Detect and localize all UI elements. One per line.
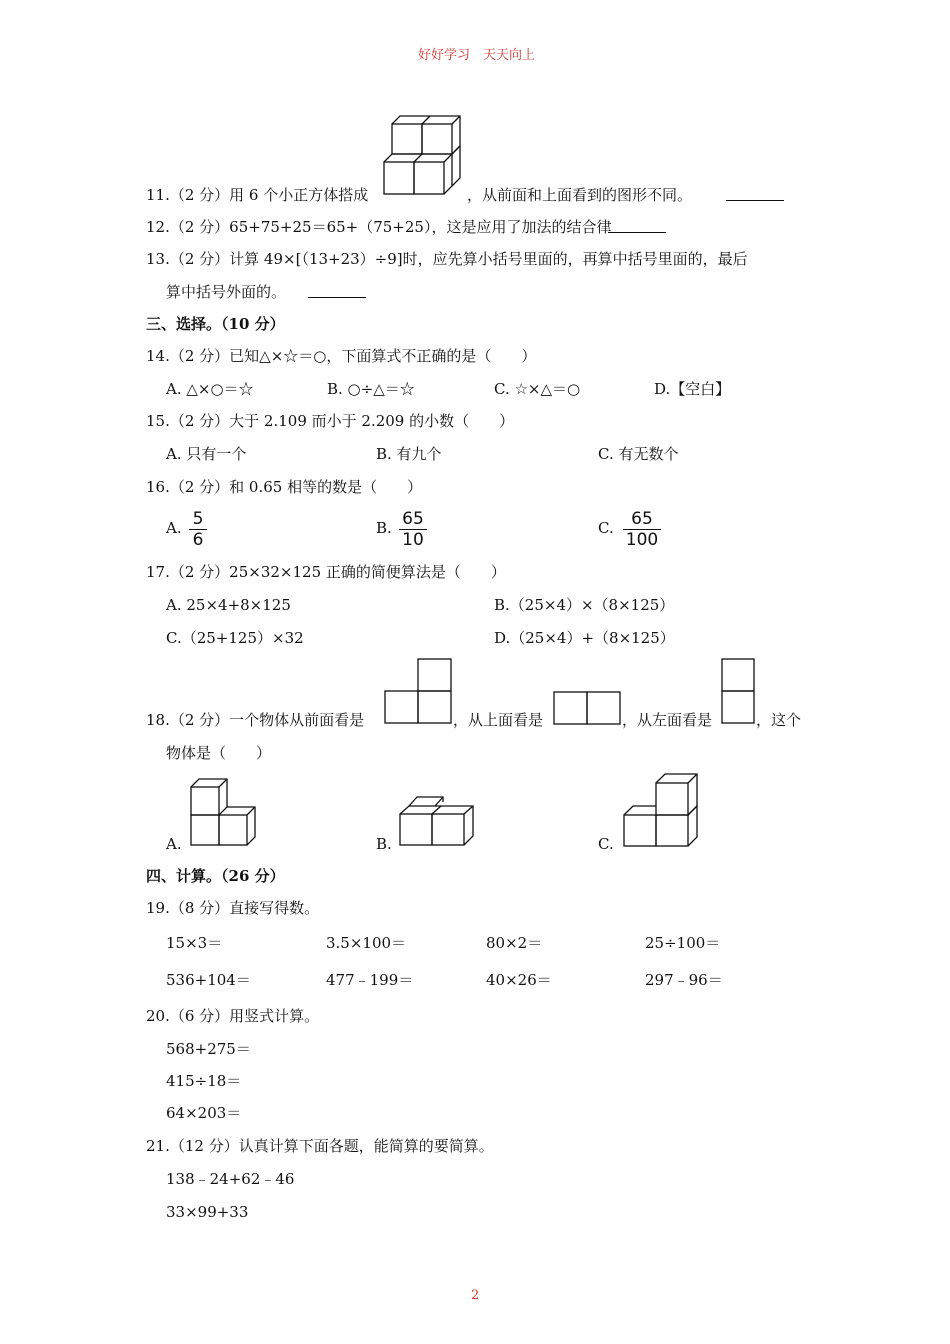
q19-item: 40×26＝ bbox=[486, 971, 552, 989]
q13-text-line2: 算中括号外面的。 bbox=[166, 283, 287, 301]
q16-c-denominator: 100 bbox=[625, 530, 659, 550]
q18-option-b-figure[interactable] bbox=[399, 796, 475, 846]
q17-option-d[interactable]: D.（25×4）+（8×125） bbox=[494, 629, 675, 647]
q18-left-view-figure bbox=[721, 658, 755, 724]
q20-item: 415÷18＝ bbox=[166, 1072, 242, 1090]
q14-option-a[interactable]: A. △×○＝☆ bbox=[166, 380, 254, 398]
q18-top-view-figure bbox=[553, 691, 621, 725]
q17-option-b[interactable]: B.（25×4）×（8×125） bbox=[494, 596, 675, 614]
q19-item: 477﹣199＝ bbox=[326, 971, 414, 989]
q19-item: 3.5×100＝ bbox=[326, 934, 407, 952]
q16-option-a-label[interactable]: A. bbox=[166, 519, 182, 537]
q11-text-prefix: 11.（2 分）用 6 个小正方体搭成 bbox=[146, 186, 369, 204]
q19-item: 536+104＝ bbox=[166, 971, 251, 989]
q18-text-line2: 物体是（ ） bbox=[166, 744, 272, 762]
q18-option-c-label[interactable]: C. bbox=[598, 835, 614, 853]
q21-item: 33×99+33 bbox=[166, 1203, 249, 1221]
page-number: 2 bbox=[471, 1288, 480, 1303]
q18-option-a-figure[interactable] bbox=[190, 778, 258, 848]
q16-c-numerator: 65 bbox=[631, 509, 653, 529]
q14-option-c[interactable]: C. ☆×△＝○ bbox=[494, 380, 581, 398]
q14-option-d[interactable]: D.【空白】 bbox=[654, 380, 731, 398]
q18-option-c-figure[interactable] bbox=[623, 773, 699, 847]
q20-item: 64×203＝ bbox=[166, 1104, 242, 1122]
q16-b-denominator: 10 bbox=[402, 530, 424, 550]
q13-answer-blank[interactable] bbox=[308, 283, 366, 298]
q20-stem: 20.（6 分）用竖式计算。 bbox=[146, 1007, 320, 1025]
q16-option-b-label[interactable]: B. bbox=[376, 519, 392, 537]
q18-option-b-label[interactable]: B. bbox=[376, 835, 392, 853]
q16-option-b-fraction[interactable] bbox=[399, 509, 427, 550]
q19-item: 15×3＝ bbox=[166, 934, 223, 952]
q20-item: 568+275＝ bbox=[166, 1040, 251, 1058]
q18-text-part4: ，这个 bbox=[756, 711, 802, 729]
q18-text-part2: ，从上面看是 bbox=[453, 711, 544, 729]
q14-option-b[interactable]: B. ○÷△＝☆ bbox=[327, 380, 415, 398]
q18-option-a-label[interactable]: A. bbox=[166, 835, 182, 853]
section-3-title: 三、选择。（10 分） bbox=[146, 315, 285, 333]
q17-option-a[interactable]: A. 25×4+8×125 bbox=[166, 596, 291, 614]
section-4-title: 四、计算。（26 分） bbox=[146, 867, 285, 885]
q18-text-part1: 18.（2 分）一个物体从前面看是 bbox=[146, 711, 365, 729]
q19-item: 297﹣96＝ bbox=[645, 971, 723, 989]
q16-option-c-label[interactable]: C. bbox=[598, 519, 614, 537]
q21-item: 138﹣24+62﹣46 bbox=[166, 1170, 295, 1188]
q16-a-denominator: 6 bbox=[192, 530, 204, 550]
q11-answer-blank[interactable] bbox=[726, 186, 784, 201]
q14-stem: 14.（2 分）已知△×☆＝○，下面算式不正确的是（ ） bbox=[146, 347, 537, 365]
q11-cubes-figure bbox=[383, 114, 467, 198]
q15-stem: 15.（2 分）大于 2.109 而小于 2.209 的小数（ ） bbox=[146, 412, 515, 430]
q15-option-a[interactable]: A. 只有一个 bbox=[166, 445, 247, 463]
q18-front-view-figure bbox=[384, 658, 452, 724]
q15-option-b[interactable]: B. 有九个 bbox=[376, 445, 442, 463]
q12-answer-blank[interactable] bbox=[608, 218, 666, 233]
q21-stem: 21.（12 分）认真计算下面各题，能简算的要简算。 bbox=[146, 1137, 494, 1155]
q16-stem: 16.（2 分）和 0.65 相等的数是（ ） bbox=[146, 478, 423, 496]
q16-option-a-fraction[interactable] bbox=[189, 509, 207, 550]
q16-option-c-fraction[interactable] bbox=[623, 509, 661, 550]
q11-text-suffix: ，从前面和上面看到的图形不同。 bbox=[467, 186, 693, 204]
q17-option-c[interactable]: C.（25+125）×32 bbox=[166, 629, 304, 647]
q17-stem: 17.（2 分）25×32×125 正确的简便算法是（ ） bbox=[146, 563, 506, 581]
q16-b-numerator: 65 bbox=[402, 509, 424, 529]
q19-stem: 19.（8 分）直接写得数。 bbox=[146, 899, 320, 917]
q12-text: 12.（2 分）65+75+25＝65+（75+25），这是应用了加法的结合律 bbox=[146, 218, 612, 236]
q15-option-c[interactable]: C. 有无数个 bbox=[598, 445, 679, 463]
q19-item: 80×2＝ bbox=[486, 934, 543, 952]
q18-text-part3: ，从左面看是 bbox=[622, 711, 713, 729]
q13-text-line1: 13.（2 分）计算 49×[（13+23）÷9]时，应先算小括号里面的，再算中括号里面的，最后 bbox=[146, 250, 748, 268]
q19-item: 25÷100＝ bbox=[645, 934, 721, 952]
page-header-title: 好好学习 天天向上 bbox=[418, 48, 536, 63]
q16-a-numerator: 5 bbox=[192, 509, 204, 529]
